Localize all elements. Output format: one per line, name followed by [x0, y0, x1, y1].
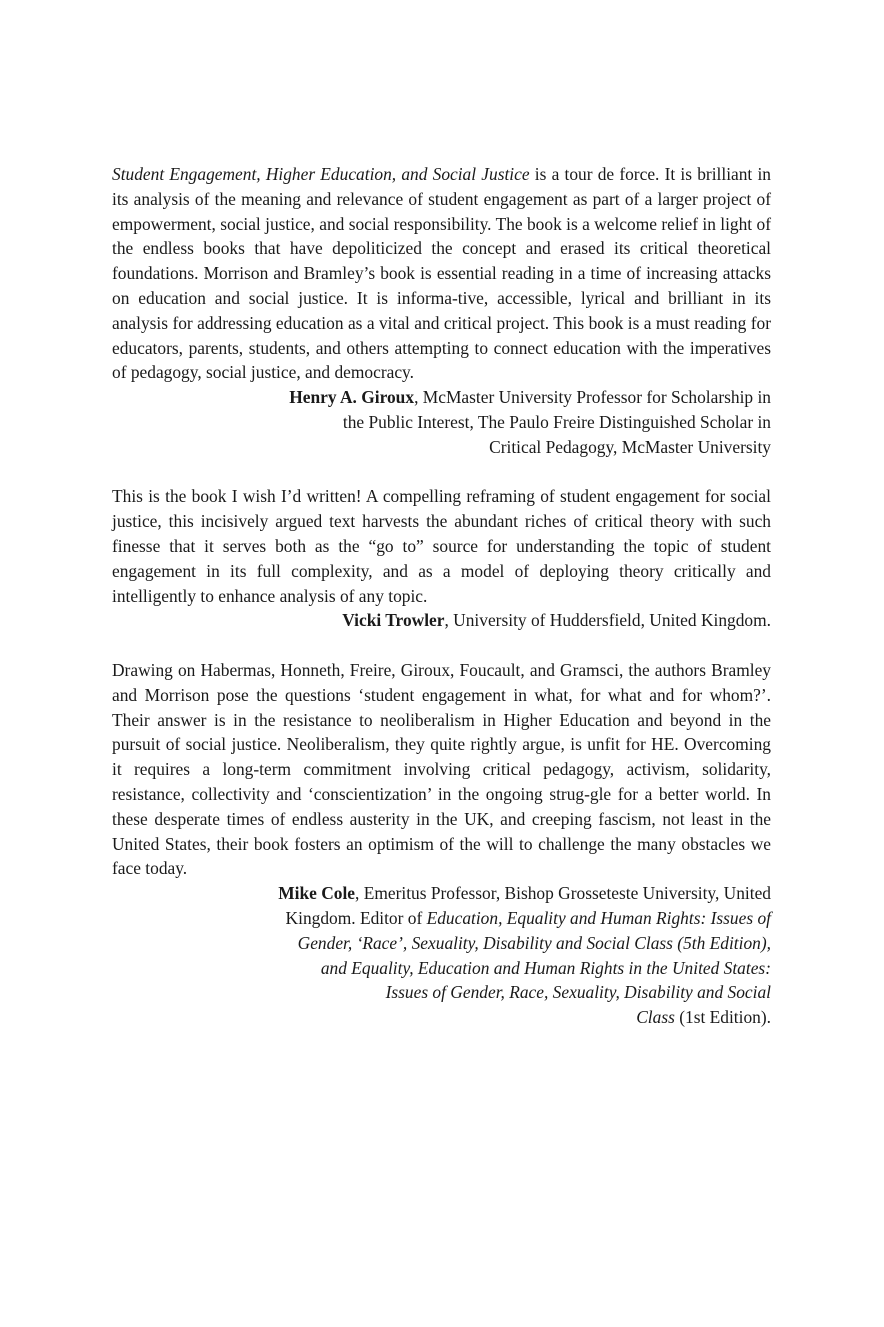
endorsement-text: Student Engagement, Higher Education, and Social Justice is a tour de force. It is brilliant in its analysis of the meaning and relevance of student engagement as part of a larger project of empowerment, social justice, and social responsibility. The book is a welcome relief in light of the endless books that have depoliticized the concept and erased its critical theoretical foundations. Morrison and Bramley’s book is essential reading in a time of increasing attacks on education and social justice. It is informa-tive, accessible, lyrical and brilliant in its analysis for addressing education as a vital and critical project. This book is a must reading for educators, parents, students, and others attempting to connect education with the imperatives of pedagogy, social justice, and democracy.	[112, 164, 771, 383]
endorsement-giroux	[112, 162, 771, 460]
book-title: Student Engagement, Higher Education, and Social Justice	[112, 164, 530, 184]
endorsement-text: This is the book I wish I’d written! A compelling reframing of student engagement for social justice, this incisively argued text harvests the abundant riches of critical theory with such finesse that it serves both as the “go to” source for understanding the topic of student engagement in its full complexity, and as a model of deploying theory critically and intelligently to enhance analysis of any topic.	[112, 486, 771, 606]
endorsement-attribution: Mike Cole, Emeritus Professor, Bishop Grosseteste University, United Kingdom. Editor of Education, Equality and Human Rights: Issues of Gender, ‘Race’, Sexuality, Disability and Social Class (5th Edition), and Equality, Education and Human Rights in the United States: Issues of Gender, Race, Sexuality, Disability and Social Class (1st Edition).	[278, 883, 771, 1028]
endorsements-page	[112, 162, 771, 1030]
endorsement-trowler	[112, 484, 771, 633]
endorsement-attribution: Vicki Trowler, University of Huddersfield, United Kingdom.	[342, 610, 771, 631]
author-name: Mike Cole	[278, 883, 356, 904]
author-name: Vicki Trowler	[342, 610, 445, 631]
endorsement-cole	[112, 658, 771, 1030]
endorsement-text: Drawing on Habermas, Honneth, Freire, Giroux, Foucault, and Gramsci, the authors Bramley and Morrison pose the questions ‘student engagement in what, for what and for whom?’. Their answer is in the resistance to neoliberalism in Higher Education and beyond in the pursuit of social justice. Neoliberalism, they quite rightly argue, is unfit for HE. Overcoming it requires a long-term commitment involving critical pedagogy, activism, solidarity, resistance, collectivity and ‘conscientization’ in the ongoing strug-gle for a better world. In these desperate times of endless austerity in the UK, and creeping fascism, not least in the United States, their book fosters an optimism of the will to challenge the many obstacles we face today.	[112, 659, 771, 879]
author-name: Henry A. Giroux	[289, 387, 415, 408]
endorsement-attribution: Henry A. Giroux, McMaster University Professor for Scholarship in the Public Interest, The Paulo Freire Distinguished Scholar in Critical Pedagogy, McMaster University	[289, 387, 771, 457]
